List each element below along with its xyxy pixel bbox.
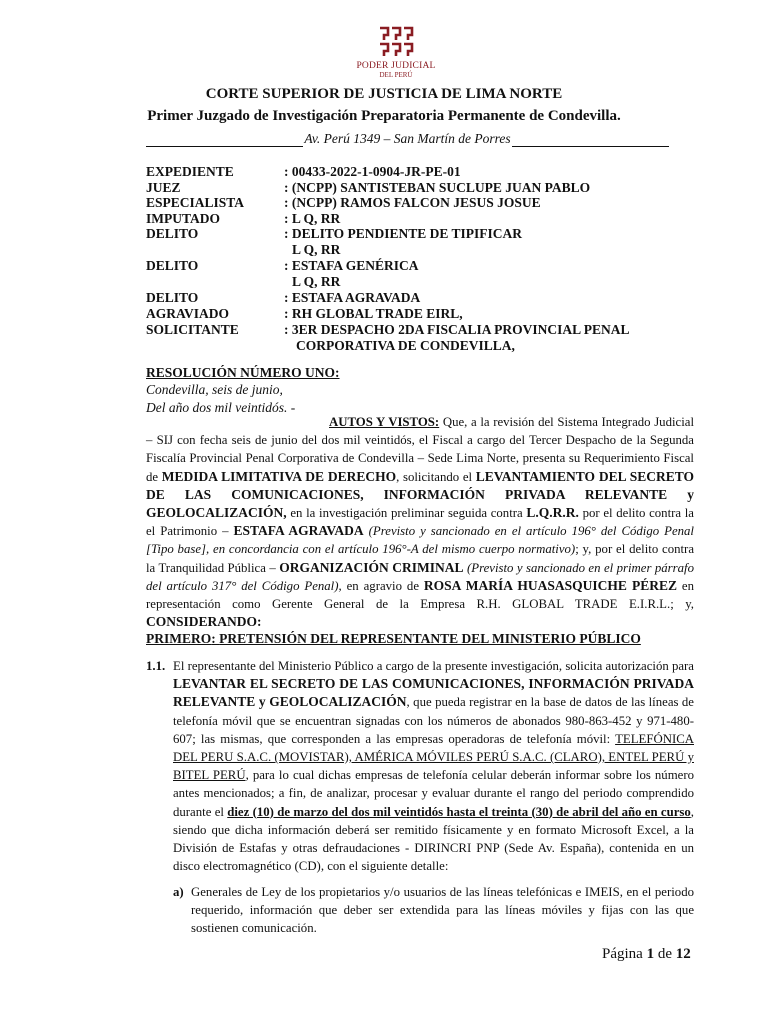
- address-rule-left: [146, 135, 303, 147]
- address-rule-right: [512, 135, 669, 147]
- bold-run: L.Q.R.R.: [526, 505, 579, 521]
- meta-label: DELITO: [146, 258, 199, 273]
- bold-run: LEVANTAR EL SECRETO DE LAS COMUNICACIONES, INFORMACIÓN PRIVADA RELEVANTE y GEOLOCALIZACIÓN: [173, 676, 694, 710]
- item-a-label: a): [173, 885, 184, 899]
- meta-value: : DELITO PENDIENTE DE TIPIFICAR: [284, 226, 523, 241]
- meta-value: : RH GLOBAL TRADE EIRL,: [284, 305, 463, 321]
- page-number: [602, 946, 691, 963]
- meta-row-imputado: [146, 211, 706, 227]
- item-number: 1.1.: [146, 659, 166, 673]
- resolution-header: [146, 364, 340, 417]
- resolution-heading: RESOLUCIÓN NÚMERO UNO:: [146, 365, 340, 380]
- bold-run: ROSA MARÍA HUASASQUICHE PÉREZ: [423, 577, 678, 593]
- bold-underlined-run: diez (10) de marzo del dos mil veintidós hasta el treinta (30) de abril del año en curso: [227, 804, 691, 819]
- resolution-year: Del año dos mil veintidós. -: [146, 400, 296, 415]
- text-run: , que pueda registrar en la base de datos de las líneas de telefonía móvil que se encuentran signadas con los números de abonados 980-863-452 y 971-480-607; las mismas, que corresponden a las empresas operadoras de telefonía móvil:: [173, 695, 694, 746]
- meta-row-expediente: [146, 164, 706, 180]
- bold-run: MEDIDA LIMITATIVA DE DERECHO: [161, 468, 397, 484]
- section-title: PRETENSIÓN DEL REPRESENTANTE DEL MINISTERIO PÚBLICO: [219, 631, 641, 646]
- meta-row-delito-3: [146, 290, 706, 306]
- meta-party: L Q, RR: [292, 241, 341, 257]
- poder-judicial-logo: [354, 25, 438, 79]
- bold-run: ESTAFA AGRAVADA: [233, 523, 364, 539]
- text-run: El representante del Ministerio Público a cargo de la presente investigación, solicita autorización para: [173, 659, 694, 673]
- meta-label: SOLICITANTE: [146, 322, 239, 337]
- section-primero-heading: [146, 631, 641, 647]
- meta-value: : (NCPP) RAMOS FALCON JESUS JOSUE: [284, 195, 541, 210]
- meta-label: IMPUTADO: [146, 210, 220, 226]
- bold-run: ORGANIZACIÓN CRIMINAL: [279, 559, 464, 575]
- page-word: Página: [602, 946, 643, 962]
- court-title: CORTE SUPERIOR DE JUSTICIA DE LIMA NORTE: [205, 86, 563, 102]
- item-1-1: [146, 657, 694, 875]
- meta-value: : 00433-2022-1-0904-JR-PE-01: [284, 164, 461, 179]
- section-colon: :: [211, 631, 220, 646]
- underlined-run: TELEFÓNICA DEL PERU S.A.C. (MOVISTAR), AMÉRICA MÓVILES PERÚ S.A.C. (CLARO), ENTEL PERÚ y BITEL PERÚ: [173, 731, 694, 783]
- poder-judicial-emblem-icon: [376, 25, 416, 59]
- text-run: en representación como Gerente General de la Empresa R.H. GLOBAL TRADE E.I.R.L.; y,: [146, 578, 695, 612]
- logo-text: PODER JUDICIAL: [356, 61, 436, 71]
- court-subtitle: Primer Juzgado de Investigación Preparatoria Permanente de Condevilla.: [147, 108, 621, 124]
- meta-row-juez: [146, 180, 706, 196]
- case-metadata: [146, 164, 706, 353]
- meta-value: : 3ER DESPACHO 2DA FISCALIA PROVINCIAL PENAL: [284, 322, 630, 337]
- meta-row-agraviado: [146, 306, 706, 322]
- meta-row-delito-1: [146, 226, 706, 242]
- meta-value: : (NCPP) SANTISTEBAN SUCLUPE JUAN PABLO: [284, 179, 591, 195]
- of-word: de: [657, 946, 672, 962]
- meta-value: : ESTAFA AGRAVADA: [284, 290, 421, 305]
- meta-party: L Q, RR: [292, 273, 341, 289]
- item-text: [173, 657, 694, 875]
- meta-label: DELITO: [146, 226, 199, 241]
- text-run: ; y, por el delito contra la Tranquilidad Pública –: [146, 542, 695, 575]
- logo-subtext: DEL PERÚ: [379, 71, 413, 79]
- meta-solicitante-continuation: CORPORATIVA DE CONDEVILLA,: [296, 337, 515, 353]
- item-a-text: Generales de Ley de los propietarios y/o usuarios de las líneas telefónicas e IMEIS, en el periodo requerido, información que deber ser extendida para las líneas móviles y fijas con las que sostienen comunicación.: [191, 885, 694, 936]
- resolution-place-date: Condevilla, seis de junio,: [146, 382, 283, 397]
- meta-row-delito-2: [146, 258, 706, 274]
- meta-value: : ESTAFA GENÉRICA: [284, 258, 419, 273]
- court-address: [146, 131, 669, 147]
- meta-label: DELITO: [146, 290, 199, 305]
- section-label: PRIMERO: [146, 631, 212, 646]
- meta-row-solicitante: [146, 322, 706, 338]
- text-run: , siendo que dicha información deberá ser remitido físicamente y en formato Microsoft Excel, a la División de Estafas y otras defraudaciones - DIRINCRI PNP (Sede Av. España), contenida en un disco electromagnético (CD), con el siguiente detalle:: [173, 804, 694, 874]
- meta-label: JUEZ: [146, 179, 181, 195]
- address-text: Av. Perú 1349 – San Martín de Porres: [304, 131, 511, 146]
- bold-run: CONSIDERANDO:: [146, 614, 262, 630]
- meta-label: ESPECIALISTA: [146, 195, 245, 210]
- italic-run: (Previsto y sancionado en el artículo 196° del Código Penal [Tipo base], en concordancia con el artículo 196°-A del mismo cuerpo normativo): [146, 524, 694, 557]
- page-current: 1: [646, 946, 655, 962]
- item-a: [173, 883, 694, 938]
- text-run: por el delito contra la el Patrimonio –: [146, 506, 694, 539]
- meta-row-especialista: [146, 195, 706, 211]
- page-total: 12: [675, 946, 691, 962]
- text-run: , para lo cual dichas empresas de telefonía celular deberán informar sobre los número antes mencionados; a fin, de analizar, procesar y evaluar durante el rango del periodo comprendido durante el: [173, 768, 694, 819]
- meta-label: AGRAVIADO: [146, 305, 230, 321]
- text-run: , solicitando el: [396, 469, 476, 484]
- autos-y-vistos-paragraph: [146, 413, 694, 631]
- text-run: en agravio de: [341, 578, 424, 593]
- meta-label: EXPEDIENTE: [146, 164, 234, 179]
- autos-heading: AUTOS Y VISTOS:: [329, 415, 440, 429]
- text-run: Que, a la revisión del Sistema Integrado Judicial – SIJ con fecha seis de junio del dos mil veintidós, el Fiscal a cargo del Tercer Despacho de la Segunda Fiscalía Provincial Penal Corporativa de Condevilla – Sede Lima Norte, presenta su Requerimiento Fiscal de: [146, 415, 694, 484]
- italic-run: (Previsto y sancionado en el primer párrafo del artículo 317° del Código Penal),: [146, 560, 694, 593]
- text-run: en la investigación preliminar seguida contra: [286, 506, 527, 521]
- bold-run: LEVANTAMIENTO DEL SECRETO DE LAS COMUNICACIONES, INFORMACIÓN PRIVADA RELEVANTE y GEOLOCALIZACIÓN,: [146, 468, 695, 521]
- meta-value: : L Q, RR: [284, 210, 341, 226]
